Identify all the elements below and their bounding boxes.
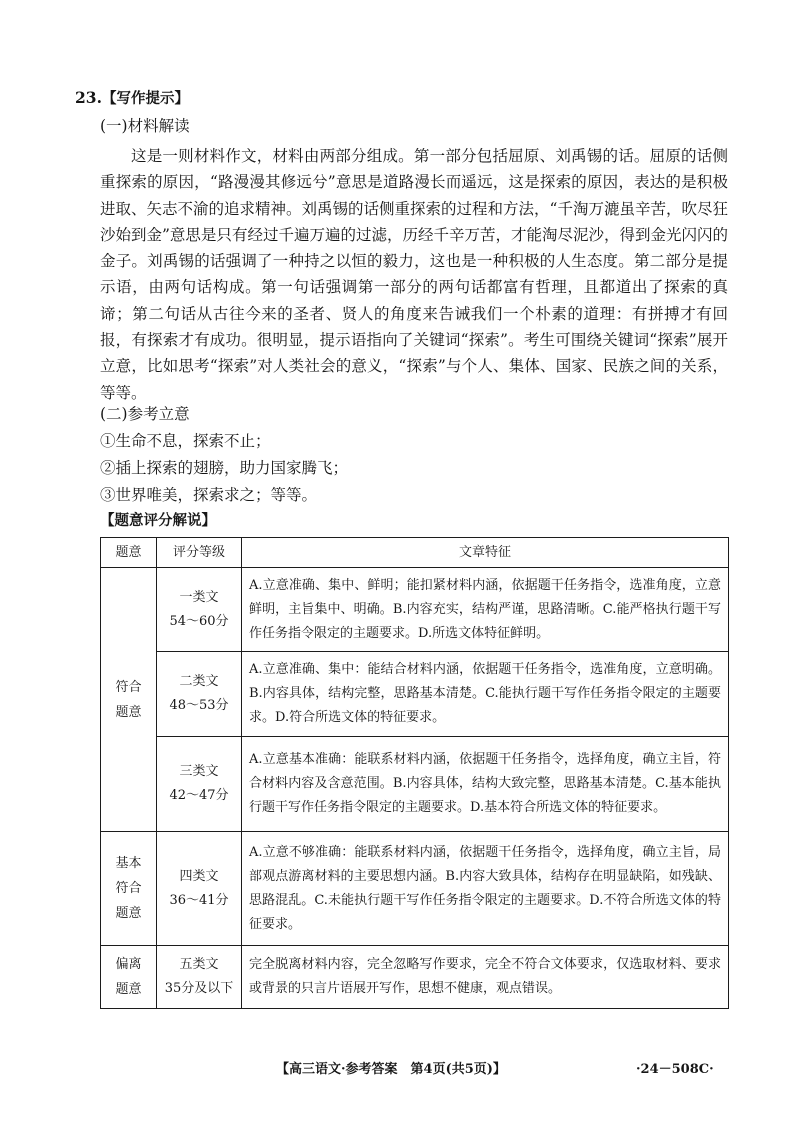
reference-point-1: ①生命不息，探索不止；: [100, 432, 271, 450]
table-row: [101, 832, 729, 946]
table-row: [101, 737, 729, 832]
category-cell: [101, 946, 157, 1009]
grade-name: 三类文: [179, 764, 219, 779]
material-interpretation-paragraph: 这是一则材料作文，材料由两部分组成。第一部分包括屈原、刘禹锡的话。屈原的话侧重探索的原因，“路漫漫其修远兮”意思是道路漫长而遥远，这是探索的原因，表达的是积极进取、矢志不渝的追求精神。刘禹锡的话侧重探索的过程和方法，“千淘万漉虽辛苦，吹尽狂沙始到金”意思是只有经过千遍万遍的过滤，历经千辛万苦，才能淘尽泥沙，得到金光闪闪的金子。刘禹锡的话强调了一种持之以恒的毅力，这也是一种积极的人生态度。第二部分是提示语，由两句话构成。第一句话强调第一部分的两句话都富有哲理，且都道出了探索的真谛；第二句话从古往今来的圣者、贤人的角度来告诫我们一个朴素的道理：有拼搏才有回报，有探索才有成功。很明显，提示语指向了关键词“探索”。考生可围绕关键词“探索”展开立意，比如思考“探索”对人类社会的意义，“探索”与个人、集体、国家、民族之间的关系，等等。: [100, 147, 728, 402]
header-grade: 评分等级: [157, 538, 242, 568]
page-footer-label: 【高三语文·参考答案 第4页(共5页)】: [276, 1062, 506, 1077]
grade-score: 36～41分: [169, 892, 229, 908]
grade-cell: [157, 832, 242, 946]
table-row: [101, 652, 729, 737]
category-label: 符合题意: [115, 679, 142, 720]
grade-cell: [157, 568, 242, 652]
question-heading: [75, 88, 189, 109]
grade-score: 48～53分: [169, 698, 229, 713]
header-category: 题意: [101, 538, 157, 568]
grade-name: 四类文: [179, 868, 219, 884]
grade-description: 完全脱离材料内容，完全忽略写作要求，完全不符合文体要求，仅选取材料、要求或背景的只言片语展开写作，思想不健康，观点错误。: [242, 946, 729, 1009]
category-cell: [101, 832, 157, 946]
reference-point-2: ②插上探索的翅膀，助力国家腾飞；: [100, 459, 349, 477]
grade-name: 一类文: [179, 589, 219, 605]
rubric-title: 【题意评分解说】: [100, 513, 216, 529]
grade-description: A.立意准确、集中、鲜明；能扣紧材料内涵，依据题干任务指令，选准角度，立意鲜明，主旨集中、明确。B.内容充实，结构严谨，思路清晰。C.能严格执行题干写作任务指令限定的主题要求。D.所选文体特征鲜明。: [242, 568, 729, 652]
grade-cell: [157, 652, 242, 737]
grade-description: A.立意基本准确：能联系材料内涵，依据题干任务指令，选择角度，确立主旨，符合材料内容及含意范围。B.内容具体，结构大致完整，思路基本清楚。C.基本能执行题干写作任务指令限定的主题要求。D.基本符合所选文体的特征要求。: [242, 737, 729, 832]
grade-score: 54～60分: [169, 613, 229, 629]
grade-description: A.立意不够准确：能联系材料内涵，依据题干任务指令，选择角度，确立主旨，局部观点游离材料的主要思想内涵。B.内容大致具体，结构存在明显缺陷，如残缺、思路混乱。C.未能执行题干写作任务指令限定的主题要求。D.不符合所选文体的特征要求。: [242, 832, 729, 946]
section-material-title: (一)材料解读: [100, 117, 190, 135]
writing-tips-label: 【写作提示】: [101, 91, 189, 107]
section-reference-title: (二)参考立意: [100, 405, 190, 423]
question-number: 23.: [75, 88, 102, 107]
page-footer-code: ·24－508C·: [636, 1062, 714, 1077]
rubric-header-row: [101, 538, 729, 568]
header-features: 文章特征: [242, 538, 729, 568]
grade-cell: [157, 737, 242, 832]
grade-score: 35分及以下: [164, 981, 234, 996]
grade-name: 五类文: [179, 957, 219, 972]
grade-score: 42～47分: [169, 788, 229, 803]
grade-description: A.立意准确、集中：能结合材料内涵，依据题干任务指令，选准角度，立意明确。B.内容具体，结构完整，思路基本清楚。C.能执行题干写作任务指令限定的主题要求。D.符合所选文体的特征要求。: [242, 652, 729, 737]
table-row: [101, 568, 729, 652]
category-label: 偏离题意: [115, 957, 142, 997]
scoring-rubric-table: [100, 537, 729, 1009]
table-row: [101, 946, 729, 1009]
grade-name: 二类文: [179, 674, 219, 689]
category-cell: [101, 568, 157, 832]
reference-point-3: ③世界唯美，探索求之；等等。: [100, 486, 318, 504]
grade-cell: [157, 946, 242, 1009]
category-label: 基本符合题意: [115, 856, 142, 921]
